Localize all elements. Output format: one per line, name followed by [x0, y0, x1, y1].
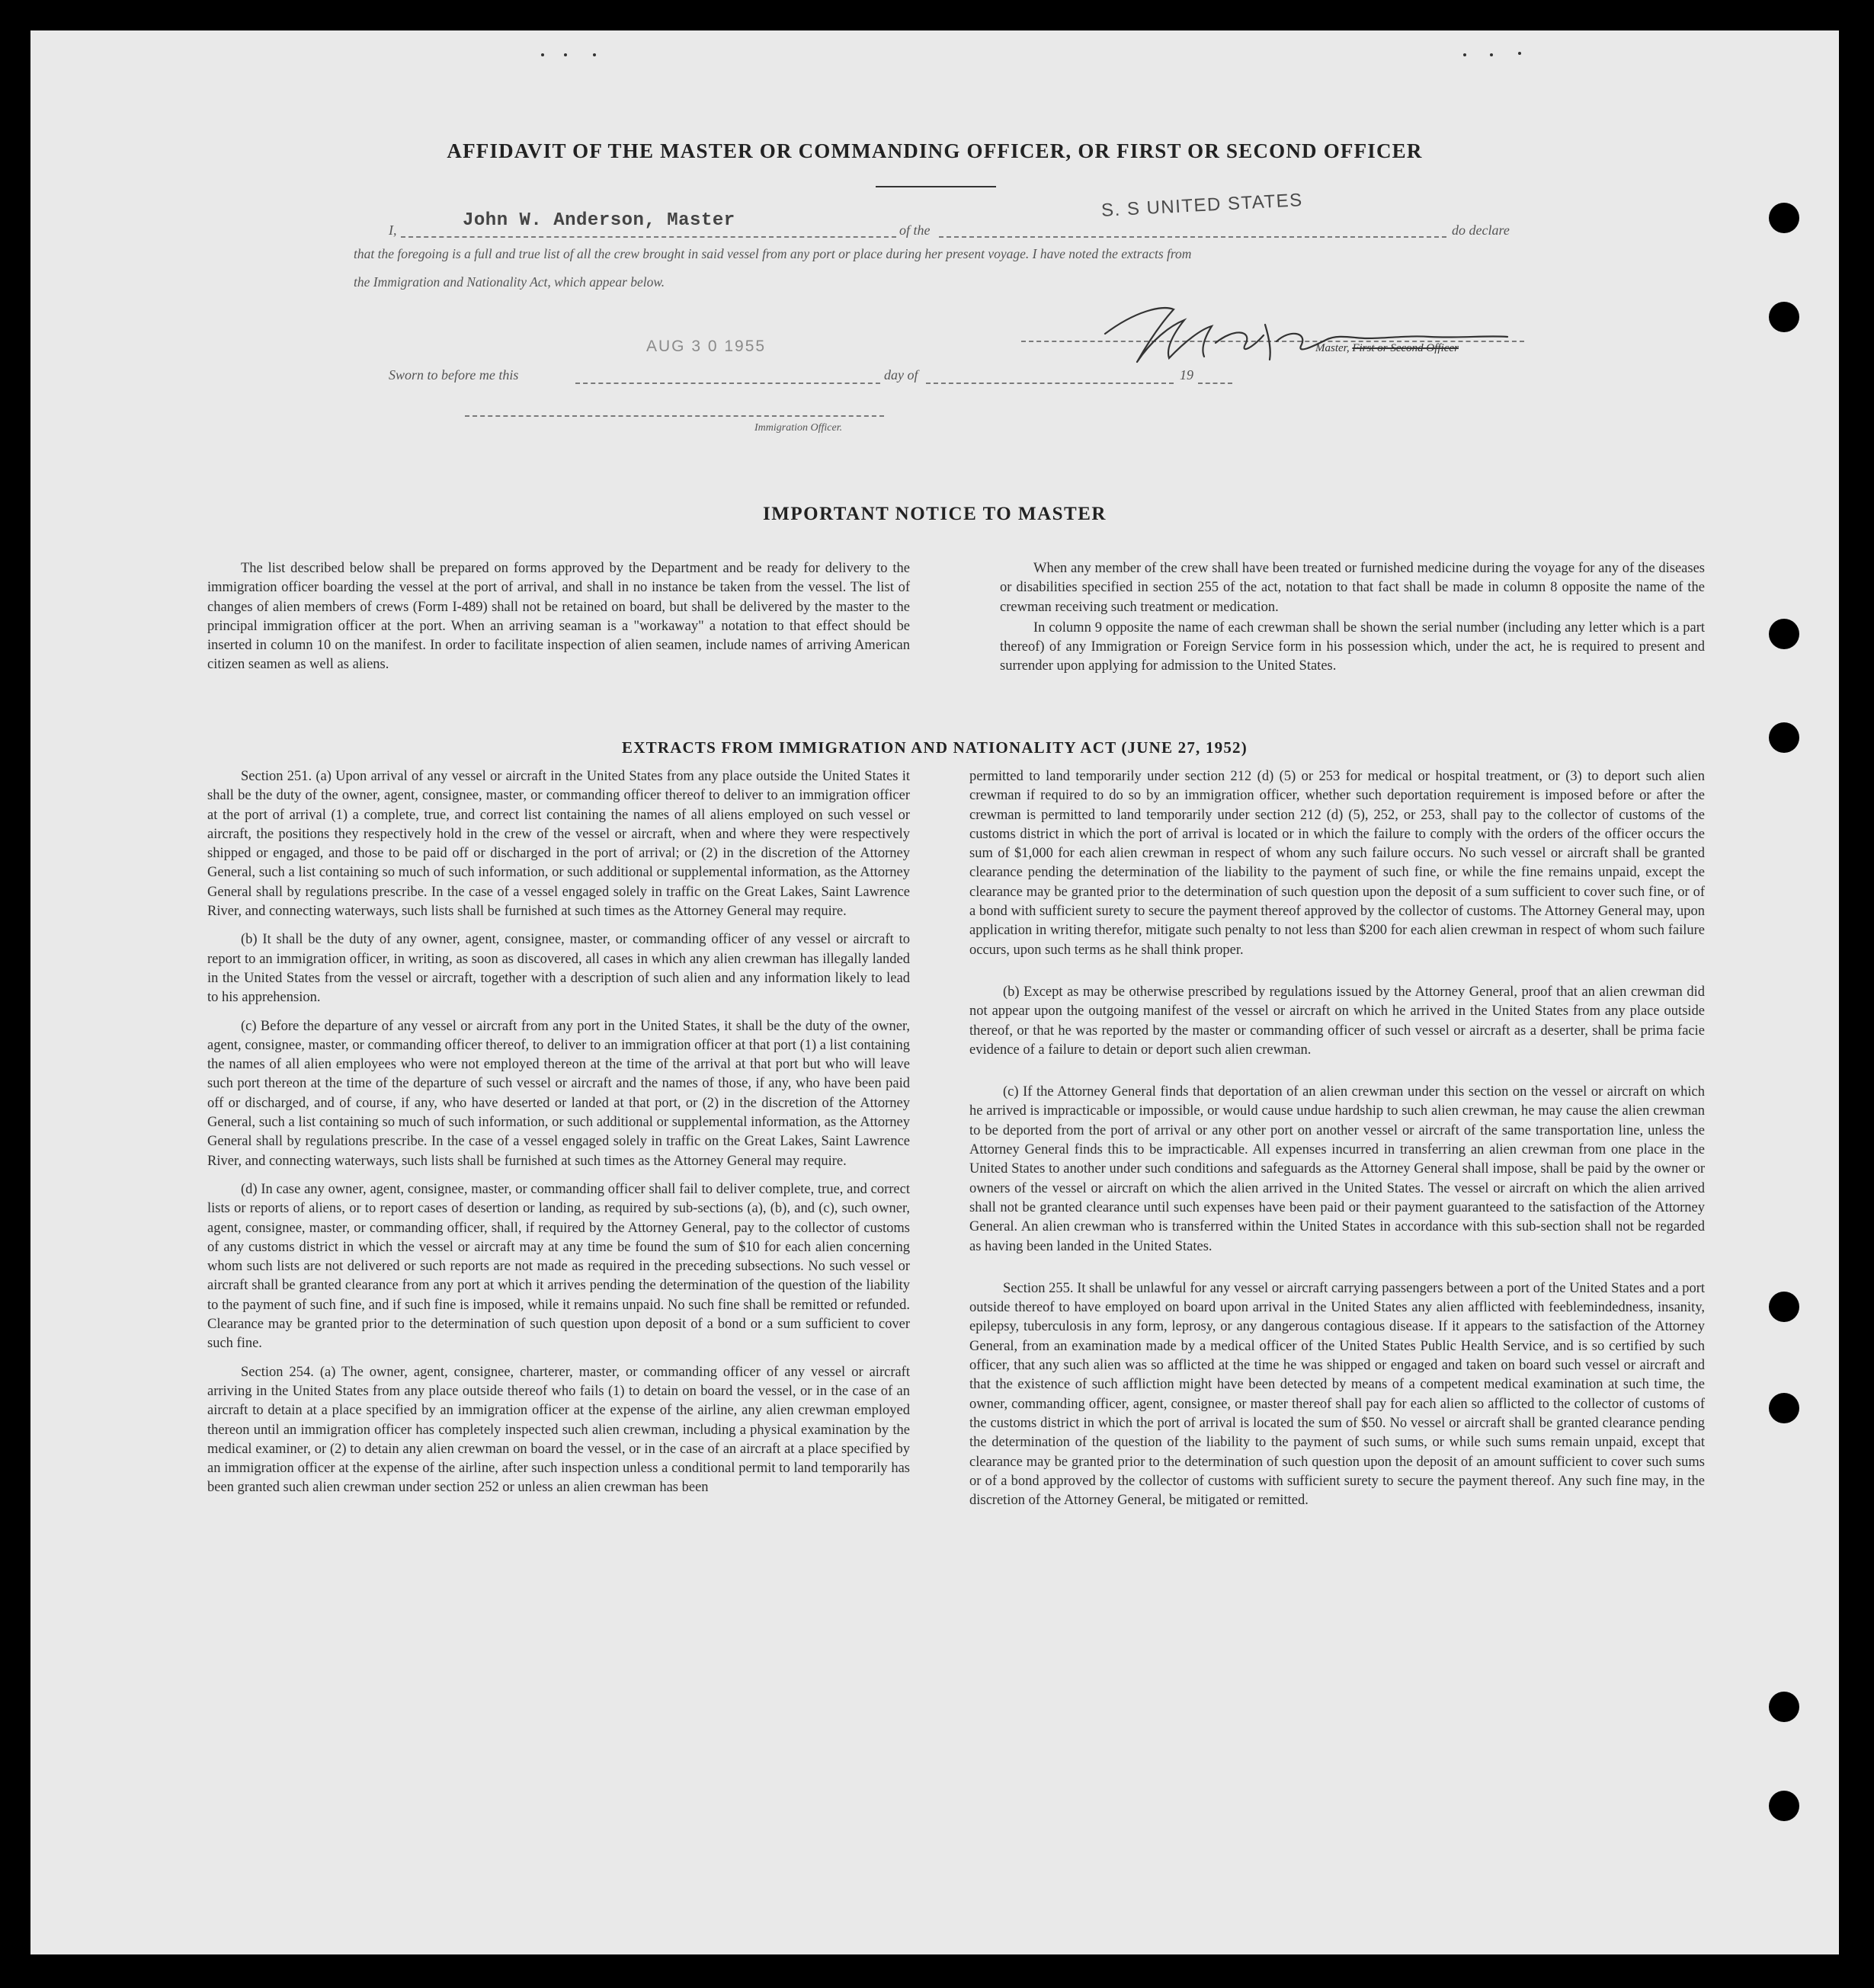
section-254-c: (c) If the Attorney General finds that deportation of an alien crewman under this section on the vessel or aircraft on which he arrived is impracticable or impossible, or would cause undue hardship to such alien crewman, he may cause the alien crewman to be deported from the port of arrival or any other port on another vessel or aircraft of the same transportation line, unless the Attorney General finds this to be impracticable. All expenses incurred in transferring an alien crewman from one place in the United States to another under such conditions and safeguards as the Attorney General shall impose, shall be paid by the owner or owners of the vessel or aircraft on which the alien arrived in the United States. The vessel or aircraft on which the alien arrived shall not be granted clearance until such expenses have been paid or their payment guaranteed to the satisfaction of the Attorney General. An alien crewman who is transferred within the United States in accordance with this sub-section shall not be regarded as having been landed in the United States. [969, 1084, 1705, 1254]
title-divider [876, 186, 996, 187]
signature-caption-prefix: Master, [1315, 342, 1353, 354]
affidavit-title: AFFIDAVIT OF THE MASTER OR COMMANDING OFFICER, OR FIRST OR SECOND OFFICER [447, 139, 1423, 162]
punch-hole [1769, 619, 1799, 649]
punch-hole [1769, 1393, 1799, 1423]
scan-speck [1518, 52, 1521, 55]
master-name-field[interactable]: John W. Anderson, Master [463, 210, 735, 231]
section-254-a-continued: permitted to land temporarily under section 212 (d) (5) or 253 for medical or hospital treatment, or (3) to deport such alien crewman if required to do so by an immigration officer, whether such deportation requirement is imposed before or after the crewman is permitted to land temporarily under section 212 (d) (5), 252, or 253, shall pay to the collector of customs of the customs district in which the port of arrival is located or in which the failure to comply with the orders of the officer occurs the sum of $1,000 for each alien crewman in respect of whom any such failure occurs. No such vessel or aircraft shall be granted clearance pending the determination of the liability to the payment of such fine, or while the fine remains unpaid, except the clearance may be granted prior to the determination of such question upon the deposit of a sum sufficient to cover such fine, or of a bond with sufficient surety to secure the payment thereof approved by the collector of customs. The Attorney General may, upon application in writing therefor, mitigate such penalty to not less than $200 for each alien crewman in respect of whom such failure occurs, upon such terms as he shall think proper. [969, 769, 1705, 958]
sworn-label: Sworn to before me this [389, 367, 519, 383]
section-251-d: (d) In case any owner, agent, consignee, master, or commanding officer shall fail to deliver complete, true, and correct lists or reports of aliens, or to report cases of desertion or landing, as required by sub-sections (a), (b), and (c), such owner, agent, consignee, master, or commanding officer, shall, if required by the Attorney General, pay to the collector of customs of any customs district in which the vessel or aircraft may at any time be found the sum of $10 for each alien concerning whom such lists are not delivered or such reports are not made as required in the preceding subsections. No such vessel or aircraft shall be granted clearance from any port at which it arrives pending the determination of the question of the liability to the payment of such fine, and if such fine is imposed, while it remains unpaid. No such fine shall be remitted or refunded. Clearance may be granted prior to the determination of such question upon deposit of a bond or a sum sufficient to cover such fine. [207, 1181, 910, 1352]
notice-left-paragraph: The list described below shall be prepared on forms approved by the Department and be ready for delivery to the immigration officer boarding the vessel at the port of arrival, and shall in no instance be taken from the vessel. The list of changes of alien members of crews (Form I-489) shall not be retained on board, but shall be delivered by the master to the principal immigration officer at the port. When an arriving seaman is a "workaway" a notation to that effect should be inserted in column 10 on the manifest. In order to facilitate inspection of alien seamen, include names of arriving American citizen seamen as well as aliens. [207, 561, 910, 673]
sworn-year-line [1198, 383, 1232, 384]
notice-title: IMPORTANT NOTICE TO MASTER [763, 504, 1107, 524]
section-251-a: Section 251. (a) Upon arrival of any vessel or aircraft in the United States from any place outside the United States it shall be the duty of the owner, agent, consignee, master, or commanding officer thereof to deliver to an immigration officer at the port of arrival (1) a complete, true, and correct list containing the names of all aliens employed on such vessel or aircraft, the positions they respectively hold in the crew of the vessel or aircraft, when and where they were respectively shipped or engaged, and those to be paid off or discharged in the port of arrival; or (2) in the discretion of the Attorney General, such a list containing so much of such information, or such additional or supplemental information, as the Attorney General shall by regulations prescribe. In the case of a vessel engaged solely in traffic on the Great Lakes, Saint Lawrence River, and connecting waterways, such lists shall be furnished at such times as the Attorney General may require. [207, 769, 910, 920]
section-254-b: (b) Except as may be otherwise prescribed by regulations issued by the Attorney General, proof that an alien crewman did not appear upon the outgoing manifest of the vessel or aircraft on which he arrived in the United States from any place outside thereof, or that he was reported by the master or commanding officer of such vessel or aircraft as a deserter, shall be prima facie evidence of a failure to detain or deport such alien crewman. [969, 984, 1705, 1058]
notice-right-paragraph-2: In column 9 opposite the name of each crewman shall be shown the serial number (including any letter which is a part thereof) of any Immigration or Foreign Service form in his possession which, under the act, he is required to present and surrender upon applying for admission to the United States. [1000, 619, 1705, 674]
punch-hole [1769, 1791, 1799, 1821]
extracts-left-column [207, 767, 910, 1513]
scan-speck [1463, 53, 1466, 56]
extracts-right-column [969, 767, 1705, 1525]
vessel-name-field[interactable]: S. S UNITED STATES [1100, 190, 1304, 221]
scan-speck [593, 53, 596, 56]
punch-hole [1769, 1292, 1799, 1322]
date-stamp: AUG 3 0 1955 [646, 338, 767, 355]
notice-right-column [1000, 559, 1705, 692]
section-251-c: (c) Before the departure of any vessel or aircraft from any port in the United States, it shall be the duty of the owner, agent, consignee, master, or commanding officer thereof, to deliver to an immigration officer at that port (1) a list containing the names of all alien employees who were not employed thereon at the time of the arrival at that port but who will leave such port thereon at the time of the departure of such vessel or aircraft and the names of those, if any, who have been paid off or discharged, and of course, if any, who have deserted or landed at that port, or (2) in the discretion of the Attorney General, such a list containing so much of such information, or such additional or supplemental information, as the Attorney General shall by regulations prescribe. In the case of a vessel engaged solely in traffic on the Great Lakes, Saint Lawrence River, and connecting waterways, such lists shall be furnished at such times as the Attorney General may require. [207, 1018, 910, 1169]
do-declare-label: do declare [1452, 222, 1510, 238]
signature-caption-struck: First or Second Officer [1352, 342, 1459, 354]
year-label: 19 [1180, 367, 1193, 383]
i-label: I, [389, 222, 397, 238]
section-255: Section 255. It shall be unlawful for any vessel or aircraft carrying passengers between a port of the United States and a port outside thereof to have employed on board upon arrival in the United States any alien afflicted with feeblemindedness, insanity, epilepsy, tuberculosis in any form, leprosy, or any dangerous contagious disease. If it appears to the satisfaction of the Attorney General, from an examination made by a medical officer of the United States Public Health Service, and is so certified by such officer, that any such alien was so afflicted at the time he was shipped or engaged and taken on board such vessel or aircraft and that the existence of such affliction might have been detected by means of a competent medical examination at such time, the owner, commanding officer, agent, consignee, or master thereof shall pay for each alien so afflicted to the collector of customs of the customs district in which the port of arrival is located the sum of $50. No vessel or aircraft shall be granted clearance pending the determination of the question of the liability to the payment of such sums, or while such sums remain unpaid, except that clearance may be granted prior to the determination of such question upon the deposit of an amount sufficient to cover such sums or of a bond approved by the collector of customs with sufficient surety to secure the payment thereof. Any such fine may, in the discretion of the Attorney General, be mitigated or remitted. [969, 1280, 1705, 1509]
signature-caption [1315, 342, 1459, 355]
master-name-line [401, 236, 896, 238]
declaration-line-2: the Immigration and Nationality Act, which appear below. [354, 274, 665, 290]
of-the-label: of the [899, 222, 931, 238]
declaration-line-1: that the foregoing is a full and true list of all the crew brought in said vessel from any port or place during her present voyage. I have noted the extracts from [354, 246, 1192, 261]
section-254-a: Section 254. (a) The owner, agent, consignee, charterer, master, or commanding officer of any vessel or aircraft arriving in the United States from any place outside thereof who fails (1) to detain on board the vessel, or in the case of an aircraft to detain at a place specified by an immigration officer at the expense of the airline, any alien crewman employed thereon until an immigration officer has completely inspected such alien crewman, including a physical examination by the medical examiner, or (2) to detain any alien crewman on board the vessel, or in the case of an aircraft at a place specified by an immigration officer at the expense of the airline, after such inspection unless a conditional permit to land temporarily has been granted such alien crewman under section 252 or unless an alien crewman has been [207, 1364, 910, 1496]
scan-speck [541, 53, 544, 56]
notice-right-paragraph-1: When any member of the crew shall have been treated or furnished medicine during the voyage for any of the diseases or disabilities specified in section 255 of the act, notation to that fact shall be made in column 8 opposite the name of the crewman receiving such treatment or medication. [1000, 561, 1705, 615]
officer-caption: Immigration Officer. [754, 422, 843, 434]
punch-hole [1769, 722, 1799, 753]
extracts-title: EXTRACTS FROM IMMIGRATION AND NATIONALITY ACT (JUNE 27, 1952) [622, 738, 1248, 757]
master-signature [1090, 297, 1517, 370]
document-page [30, 30, 1839, 1954]
officer-signature-line [465, 415, 884, 417]
punch-hole [1769, 1692, 1799, 1722]
vessel-name-line [939, 236, 1446, 238]
sworn-day-line [575, 383, 880, 384]
punch-hole [1769, 203, 1799, 233]
punch-hole [1769, 302, 1799, 332]
section-251-b: (b) It shall be the duty of any owner, agent, consignee, master, or commanding officer of any vessel or aircraft to report to an immigration officer, in writing, as soon as discovered, all cases in which any alien crewman has illegally landed in the United States from the vessel or aircraft, together with a description of such alien and any information likely to lead to his apprehension. [207, 932, 910, 1006]
day-of-label: day of [884, 367, 918, 383]
notice-left-column [207, 559, 910, 690]
sworn-month-line [926, 383, 1174, 384]
scan-speck [564, 53, 567, 56]
scan-speck [1490, 53, 1493, 56]
